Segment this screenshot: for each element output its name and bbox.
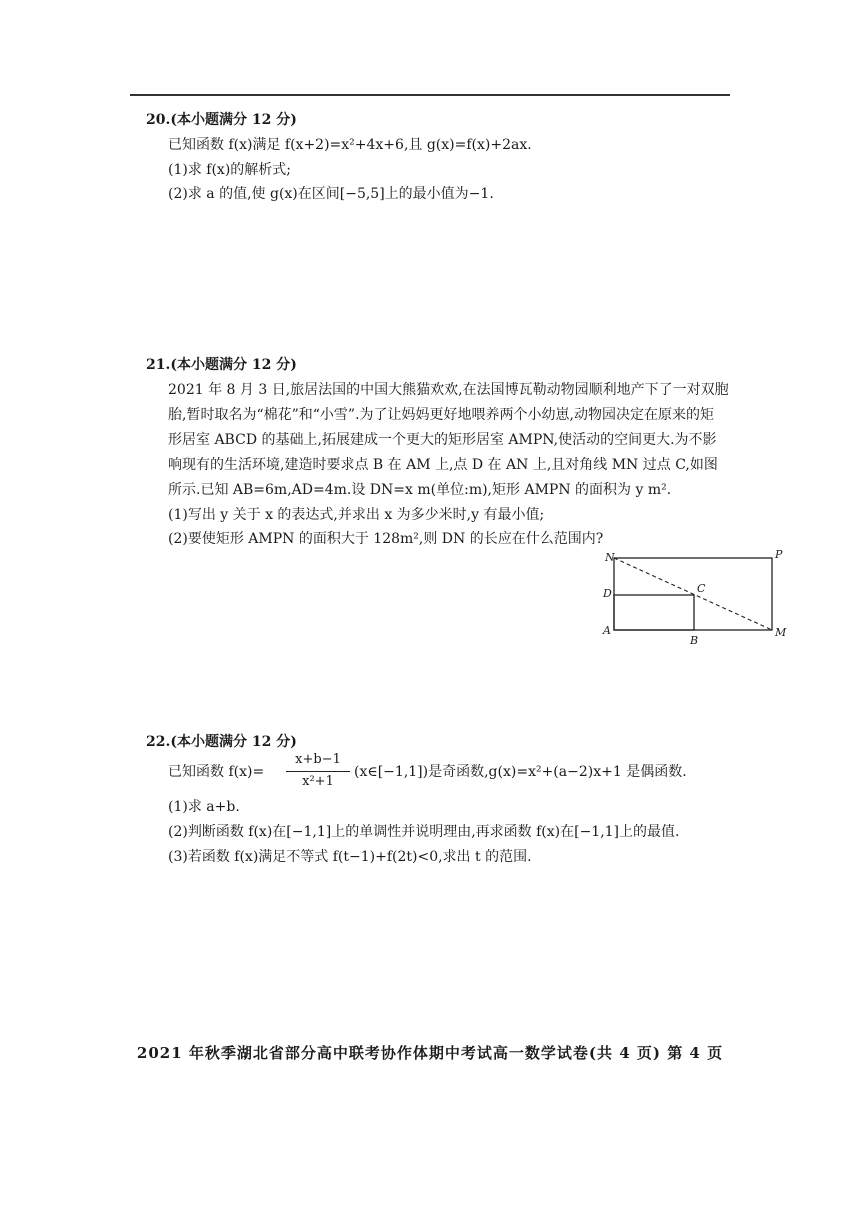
page-footer: 2021 年秋季湖北省部分高中联考协作体期中考试高一数学试卷(共 4 页) 第 4 页 (136, 1044, 724, 1062)
label-N: N (605, 551, 615, 564)
rectangle-figure (595, 548, 795, 648)
q22-stem-post: (x∈[−1,1])是奇函数,g(x)=x²+(a−2)x+1 是偶函数. (354, 764, 687, 780)
q22-part1: (1)求 a+b. (168, 799, 240, 815)
q20-header: 20.(本小题满分 12 分) (146, 112, 297, 128)
rect-ABCD (614, 595, 694, 630)
label-M: M (775, 626, 787, 639)
q21-line4: 响现有的生活环境,建造时要求点 B 在 AM 上,点 D 在 AN 上,且对角线 MN 过点 C,如图 (168, 457, 718, 473)
q22-frac-denominator: x²+1 (302, 774, 334, 789)
q22-frac-numerator: x+b−1 (295, 752, 341, 767)
diagonal-MN (614, 558, 772, 630)
label-A: A (603, 624, 611, 637)
q20-part1: (1)求 f(x)的解析式; (168, 162, 291, 178)
q21-line5: 所示.已知 AB=6m,AD=4m.设 DN=x m(单位:m),矩形 AMPN 的面积为 y m². (168, 482, 672, 498)
q22-header: 22.(本小题满分 12 分) (146, 734, 297, 750)
q21-line2: 胎,暂时取名为“棉花”和“小雪”.为了让妈妈更好地喂养两个小幼崽,动物园决定在原来的矩 (168, 407, 714, 423)
q21-line1: 2021 年 8 月 3 日,旅居法国的中国大熊猫欢欢,在法国博瓦勒动物园顺利地产下了一对双胞 (168, 382, 729, 398)
q21-part1: (1)写出 y 关于 x 的表达式,并求出 x 为多少米时,y 有最小值; (168, 507, 545, 523)
q22-part3: (3)若函数 f(x)满足不等式 f(t−1)+f(2t)<0,求出 t 的范围. (168, 849, 532, 865)
q21-header: 21.(本小题满分 12 分) (146, 357, 297, 373)
label-D: D (603, 587, 612, 600)
q20-stem: 已知函数 f(x)满足 f(x+2)=x²+4x+6,且 g(x)=f(x)+2ax. (168, 137, 532, 153)
q21-part2: (2)要使矩形 AMPN 的面积大于 128m²,则 DN 的长应在什么范围内? (168, 531, 604, 547)
q22-frac-bar (286, 771, 350, 772)
q22-stem-pre: 已知函数 f(x)= (168, 764, 265, 780)
label-B: B (690, 634, 699, 647)
q20-part2: (2)求 a 的值,使 g(x)在区间[−5,5]上的最小值为−1. (168, 186, 494, 202)
top-rule (130, 94, 730, 96)
label-P: P (775, 548, 783, 561)
q21-line3: 形居室 ABCD 的基础上,拓展建成一个更大的矩形居室 AMPN,使活动的空间更大.为不影 (168, 432, 717, 448)
q22-part2: (2)判断函数 f(x)在[−1,1]上的单调性并说明理由,再求函数 f(x)在[−1,1]上的最值. (168, 824, 680, 840)
label-C: C (697, 582, 706, 595)
